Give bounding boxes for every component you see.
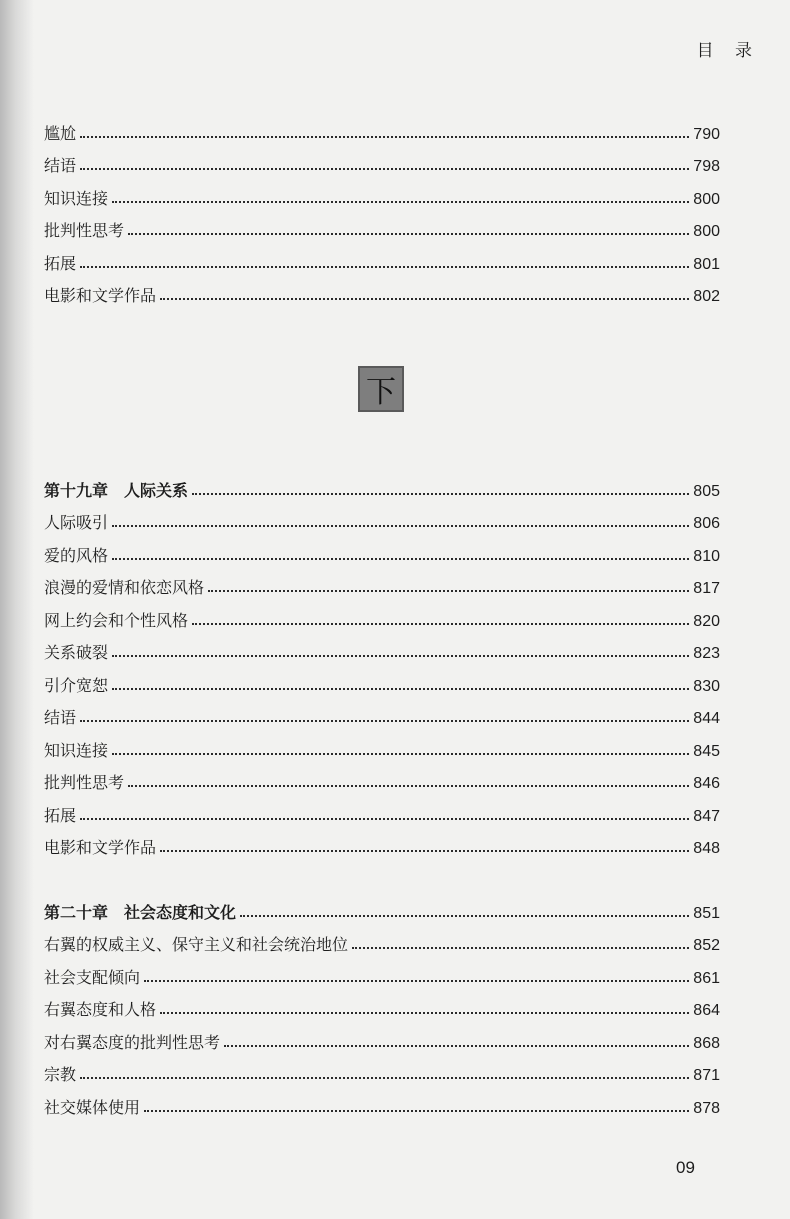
toc-entry[interactable]: 拓展 847 bbox=[44, 805, 720, 825]
leader-dots bbox=[144, 1110, 689, 1112]
toc-entry[interactable]: 电影和文学作品 802 bbox=[44, 286, 720, 305]
leader-dots bbox=[112, 558, 689, 560]
toc-entry[interactable]: 关系破裂 823 bbox=[44, 643, 720, 662]
toc-entry[interactable]: 人际吸引 806 bbox=[44, 513, 720, 532]
leader-dots bbox=[128, 785, 689, 787]
toc-entry[interactable]: 电影和文学作品 848 bbox=[44, 838, 720, 857]
leader-dots bbox=[240, 915, 689, 917]
chapter-name: 社会态度和文化 bbox=[124, 902, 237, 922]
toc-entry[interactable]: 知识连接 800 bbox=[44, 188, 720, 208]
chapter-number: 第二十章 bbox=[44, 902, 109, 922]
leader-dots bbox=[80, 1077, 689, 1079]
leader-dots bbox=[112, 655, 689, 657]
page-header: 目 录 bbox=[696, 41, 760, 61]
page-number: 09 bbox=[676, 1158, 695, 1177]
page-gutter-shadow bbox=[0, 0, 34, 1219]
leader-dots bbox=[112, 688, 689, 690]
toc-entry[interactable]: 右翼的权威主义、保守主义和社会统治地位 852 bbox=[44, 935, 720, 954]
toc-entry[interactable]: 社交媒体使用 878 bbox=[44, 1097, 720, 1117]
toc-entry[interactable]: 拓展 801 bbox=[44, 253, 720, 273]
leader-dots bbox=[80, 168, 689, 170]
toc-entry[interactable]: 批判性思考 846 bbox=[44, 773, 720, 792]
leader-dots bbox=[80, 136, 689, 138]
chapter-heading[interactable]: 第十九章 人际关系 805 bbox=[44, 480, 720, 500]
toc-section-top bbox=[44, 111, 720, 306]
leader-dots bbox=[80, 266, 689, 268]
leader-dots bbox=[112, 525, 689, 527]
leader-dots bbox=[192, 493, 689, 495]
part-marker-box: 下 bbox=[358, 366, 404, 412]
toc-entry[interactable]: 宗教 871 bbox=[44, 1065, 720, 1084]
toc-entry[interactable]: 知识连接 845 bbox=[44, 740, 720, 760]
toc-entry[interactable]: 爱的风格 810 bbox=[44, 545, 720, 565]
chapter-name: 人际关系 bbox=[124, 480, 189, 500]
toc-entry[interactable]: 右翼态度和人格 864 bbox=[44, 1000, 720, 1019]
toc-entry[interactable]: 浪漫的爱情和依恋风格 817 bbox=[44, 578, 720, 597]
chapter-number: 第十九章 bbox=[44, 480, 109, 500]
leader-dots bbox=[144, 980, 689, 982]
leader-dots bbox=[192, 623, 689, 625]
leader-dots bbox=[160, 850, 689, 852]
toc-entry[interactable]: 社会支配倾向 861 bbox=[44, 967, 720, 987]
toc-entry[interactable]: 结语 844 bbox=[44, 708, 720, 727]
toc-entry[interactable]: 引介宽恕 830 bbox=[44, 675, 720, 695]
toc-entry[interactable]: 网上约会和个性风格 820 bbox=[44, 610, 720, 630]
leader-dots bbox=[160, 1012, 689, 1014]
toc-entry[interactable]: 批判性思考 800 bbox=[44, 221, 720, 240]
toc-entry[interactable]: 结语 798 bbox=[44, 156, 720, 175]
leader-dots bbox=[128, 233, 689, 235]
toc-chapter-19 bbox=[44, 468, 720, 858]
leader-dots bbox=[160, 298, 689, 300]
toc-entry[interactable]: 尴尬 790 bbox=[44, 123, 720, 143]
leader-dots bbox=[80, 818, 689, 820]
leader-dots bbox=[80, 720, 689, 722]
toc-chapter-20 bbox=[44, 890, 720, 1118]
leader-dots bbox=[208, 590, 689, 592]
leader-dots bbox=[352, 947, 689, 949]
toc-entry[interactable]: 对右翼态度的批判性思考 868 bbox=[44, 1032, 720, 1052]
leader-dots bbox=[112, 201, 689, 203]
leader-dots bbox=[224, 1045, 689, 1047]
chapter-heading[interactable]: 第二十章 社会态度和文化 851 bbox=[44, 902, 720, 922]
leader-dots bbox=[112, 753, 689, 755]
